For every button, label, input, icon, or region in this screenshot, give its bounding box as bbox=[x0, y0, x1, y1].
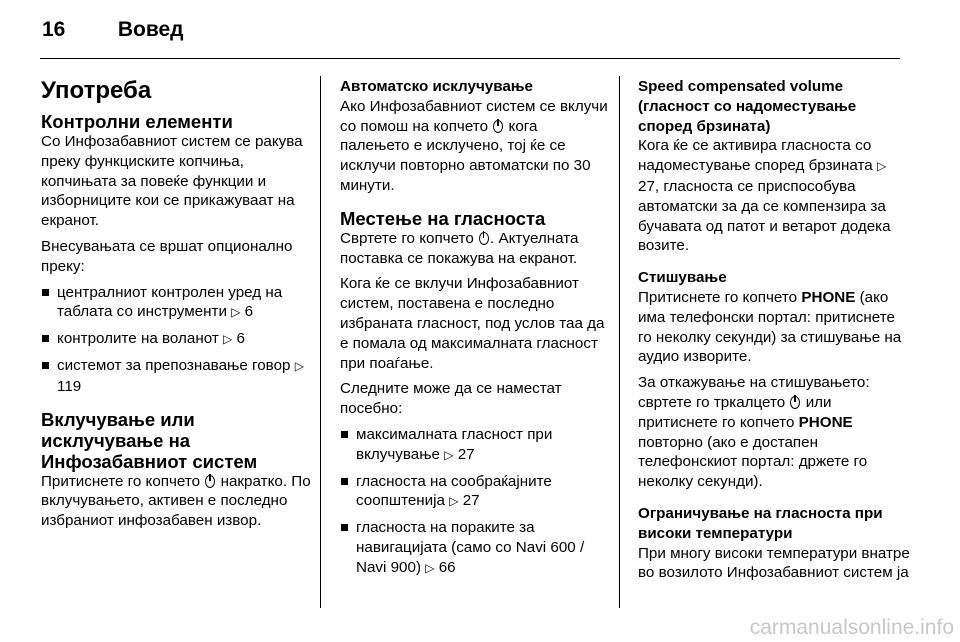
page-header bbox=[42, 18, 183, 42]
column-divider-1 bbox=[320, 76, 321, 608]
list-item: гласноста на пораките за навигацијата (само со Navi 600 / Navi 900) ▷ 66 bbox=[340, 518, 608, 578]
column-3 bbox=[638, 77, 910, 589]
speed-volume-heading: Speed compensated volume (гласност со надоместување според брзината) bbox=[638, 78, 857, 135]
page-ref-icon: ▷ bbox=[223, 332, 233, 347]
temperature-limit-paragraph: При многу високи температури внатре во возилото Инфозабавниот систем ја bbox=[638, 544, 910, 582]
page-ref-icon: ▷ bbox=[425, 560, 435, 575]
phone-key: PHONE bbox=[801, 288, 856, 306]
chapter-title: Вовед bbox=[117, 18, 184, 41]
mute-heading: Стишување bbox=[638, 269, 727, 287]
page-ref[interactable]: 27 bbox=[457, 445, 475, 463]
column-divider-2 bbox=[619, 76, 620, 608]
volume-heading: Местење на гласноста bbox=[340, 207, 546, 229]
list-item: гласноста на сообраќајните соопштенија ▷ 27 bbox=[340, 472, 608, 513]
phone-key: PHONE bbox=[798, 413, 853, 431]
controls-heading: Контролни елементи bbox=[41, 111, 233, 132]
section-title: Употреба bbox=[41, 77, 152, 104]
volume-knob-icon bbox=[479, 232, 489, 245]
watermark: carmanualsonline.info bbox=[749, 616, 954, 639]
page-ref[interactable]: 6 bbox=[244, 303, 254, 321]
auto-off-heading: Автоматско исклучување bbox=[340, 78, 534, 95]
volume-paragraph-1: Свртете го копчето . Актуелната поставка се покажува на екранот. bbox=[340, 229, 579, 267]
volume-paragraph-2: Кога ќе се вклучи Инфозабавниот систем, поставена е последно избраната гласност, под услов таа да е помала од максималната гласност при поаѓање. bbox=[340, 275, 605, 372]
controls-paragraph-1: Со Инфозабавниот систем се ракува преку функциските копчиња, копчињата за повеќе функции и изборниците кои се прикажуваат на екранот. bbox=[41, 133, 303, 230]
list-item: системот за препознавање говор ▷ 119 bbox=[41, 356, 311, 397]
unmute-paragraph: За откажување на стишувањето: свртете го тркалцето или притиснете го копчето PHONE повторно (ако е достапен телефонскиот портал: држете го неколку секунди). bbox=[638, 374, 870, 491]
onoff-paragraph: Притиснете го копчето накратко. По вклучувањето, активен е последно избраниот инфозабавен извор. bbox=[41, 472, 311, 530]
volume-knob-icon bbox=[790, 396, 800, 409]
page-ref[interactable]: 27 bbox=[462, 492, 480, 510]
page-ref-icon: ▷ bbox=[231, 305, 241, 320]
power-button-icon bbox=[493, 120, 503, 133]
list-item: максималната гласност при вклучување ▷ 27 bbox=[340, 425, 608, 466]
page-ref[interactable]: 6 bbox=[236, 330, 245, 348]
page-ref[interactable]: 119 bbox=[57, 377, 82, 395]
list-item: централниот контролен уред на таблата со инструменти ▷ 6 bbox=[41, 283, 311, 324]
mute-paragraph: Притиснете го копчето PHONE (ако има телефонски портал: притиснете го неколку секунди) за стишување на аудио изворите. bbox=[638, 288, 902, 366]
list-item: контролите на воланот ▷ 6 bbox=[41, 329, 311, 350]
speed-volume-paragraph: Кога ќе се активира гласноста со надоместување според брзината ▷ 27, гласноста се приспособува автоматски за да се компензира за бучавата од патот и ветарот додека возите. bbox=[638, 137, 891, 255]
temperature-limit-heading: Ограничување на гласноста при високи температури bbox=[638, 504, 883, 542]
page-ref[interactable]: 27 bbox=[638, 177, 655, 195]
column-2 bbox=[340, 77, 608, 585]
page-ref[interactable]: 66 bbox=[438, 558, 456, 576]
volume-paragraph-3: Следните може да се наместат посебно: bbox=[340, 380, 562, 418]
onoff-heading: Вклучување или исклучување на Инфозабавниот систем bbox=[41, 408, 258, 472]
header-rule bbox=[40, 58, 900, 59]
page-ref-icon: ▷ bbox=[877, 159, 887, 174]
page-ref-icon: ▷ bbox=[449, 494, 459, 509]
power-button-icon bbox=[205, 475, 215, 488]
column-1 bbox=[41, 77, 311, 537]
page-ref-icon: ▷ bbox=[294, 358, 304, 373]
controls-paragraph-2: Внесувањата се вршат опционално преку: bbox=[41, 237, 293, 275]
auto-off-paragraph: Ако Инфозабавниот систем се вклучи со помош на копчето кога палењето е исклучено, тој ќе се исклучи повторно автоматски по 30 минути. bbox=[340, 97, 608, 194]
page-ref-icon: ▷ bbox=[444, 447, 454, 462]
page-number: 16 bbox=[42, 18, 66, 41]
